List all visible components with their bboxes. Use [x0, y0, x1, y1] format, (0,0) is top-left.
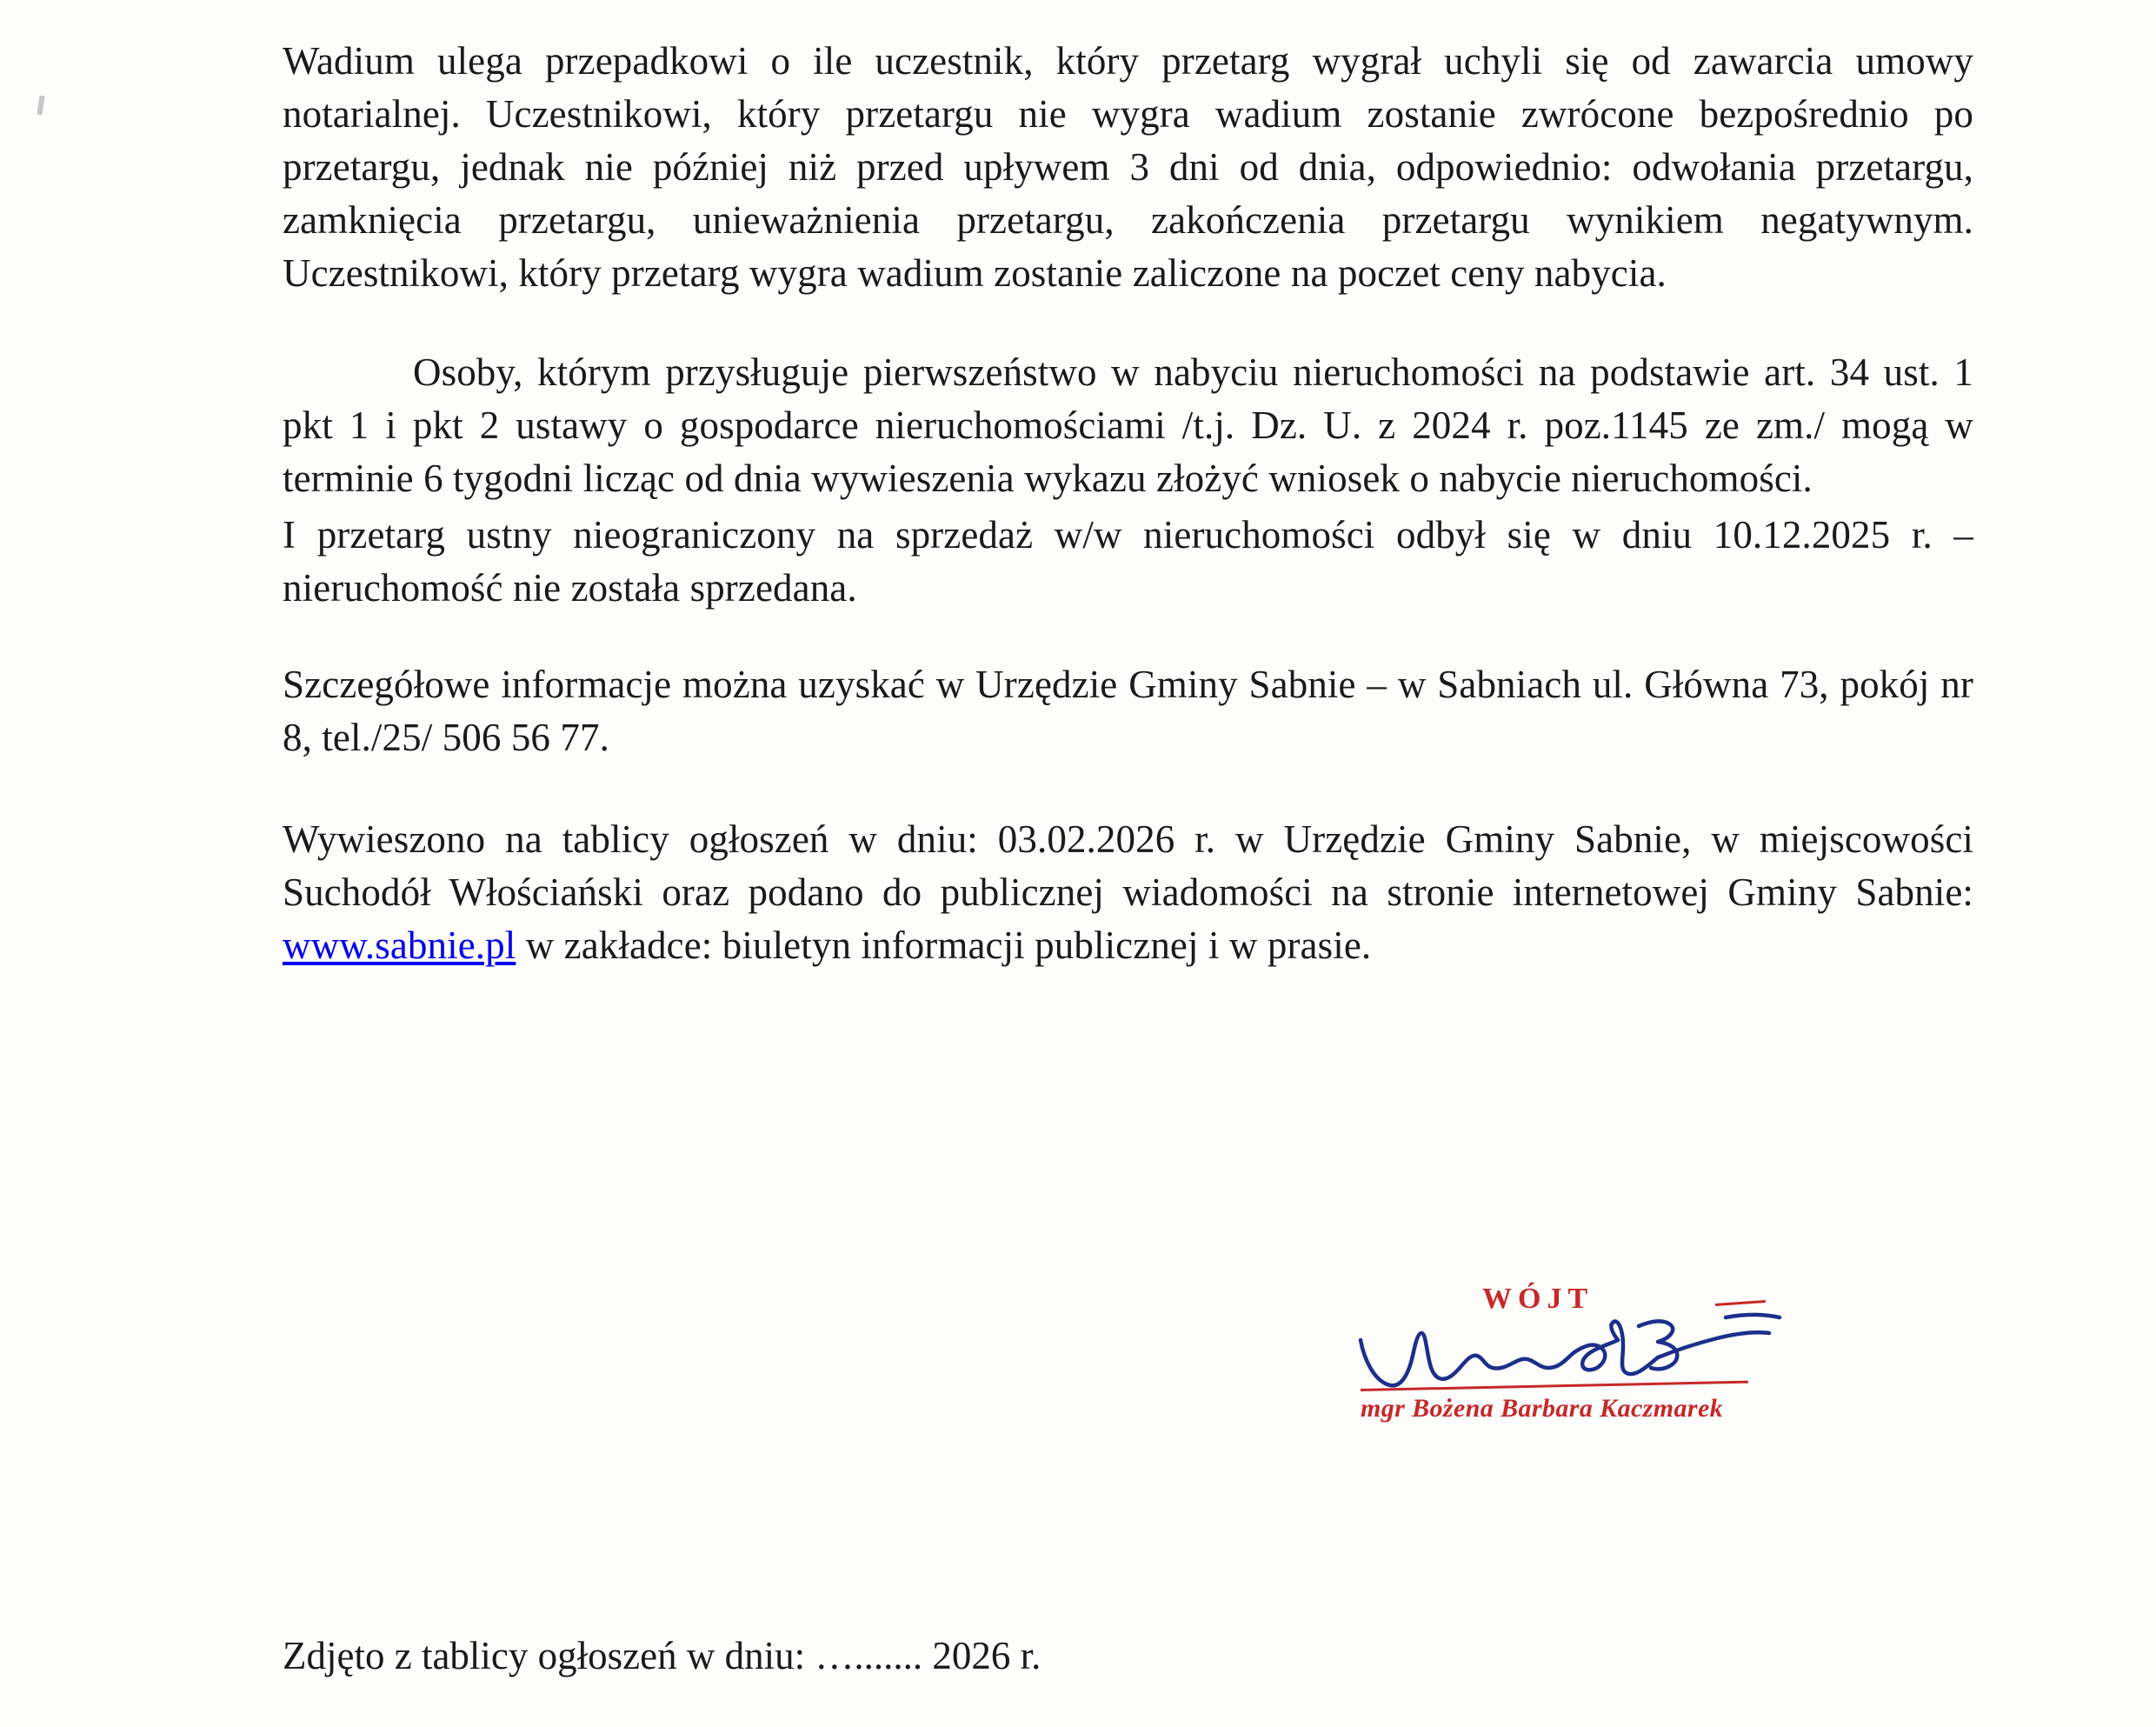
- paragraph-kontakt: Szczegółowe informacje można uzyskać w Urzędzie Gminy Sabnie – w Sabniach ul. Główna 73, pokój nr 8, tel./25/ 506 56 77.: [283, 662, 1973, 759]
- spacer: [283, 615, 1973, 658]
- spacer: [283, 764, 1973, 813]
- signature-block: [1361, 1283, 1813, 1457]
- paragraph-przetarg-wynik: I przetarg ustny nieograniczony na sprzedaż w/w nieruchomości odbył się w dniu 10.12.2025 r. – nieruchomość nie została sprzedana.: [283, 512, 1973, 610]
- stamp-name: mgr Bożena Barbara Kaczmarek: [1361, 1394, 1724, 1423]
- document-body: [283, 35, 1973, 972]
- paragraph-pierwszenstwo: Osoby, którym przysługuje pierwszeństwo w nabyciu nieruchomości na podstawie art. 34 ust. 1 pkt 1 i pkt 2 ustawy o gospodarce nieruchomościami /t.j. Dz. U. z 2024 r. poz.1145 ze zm./ mogą w terminie 6 tygodni licząc od dnia wywieszenia wykazu złożyć wniosek o nabycie nieruchomości.: [283, 350, 1973, 500]
- stamp-flourish-icon: [1715, 1300, 1766, 1306]
- stamp-title: WÓJT: [1482, 1283, 1594, 1315]
- spacer: [283, 300, 1973, 346]
- scan-artifact: [37, 96, 44, 116]
- paragraph-wadium: Wadium ulega przepadkowi o ile uczestnik, który przetarg wygrał uchyli się od zawarcia umowy notarialnej. Uczestnikowi, który przetargu nie wygra wadium zostanie zwrócone bezpośrednio po przetargu, jednak nie później niż przed upływem 3 dni od dnia, odpowiednio: odwołania przetargu, zamknięcia przetargu, unieważnienia przetargu, zakończenia przetargu wynikiem negatywnym. Uczestnikowi, który przetarg wygra wadium zostanie zaliczone na poczet ceny nabycia.: [283, 39, 1973, 295]
- paragraph-wywieszono: [283, 813, 1973, 972]
- posting-text-before-link: Wywieszono na tablicy ogłoszeń w dniu: 03.02.2026 r. w Urzędzie Gminy Sabnie, w miejscowości Suchodół Włościański oraz podano do publicznej wiadomości na stronie internetowej Gminy Sabnie:: [283, 817, 1973, 914]
- footer-note: Zdjęto z tablicy ogłoszeń w dniu: …....... 2026 r.: [283, 1634, 1041, 1677]
- posting-text-after-link: w zakładce: biuletyn informacji publicznej i w prasie.: [516, 923, 1372, 967]
- sabnie-website-link[interactable]: www.sabnie.pl: [283, 923, 516, 967]
